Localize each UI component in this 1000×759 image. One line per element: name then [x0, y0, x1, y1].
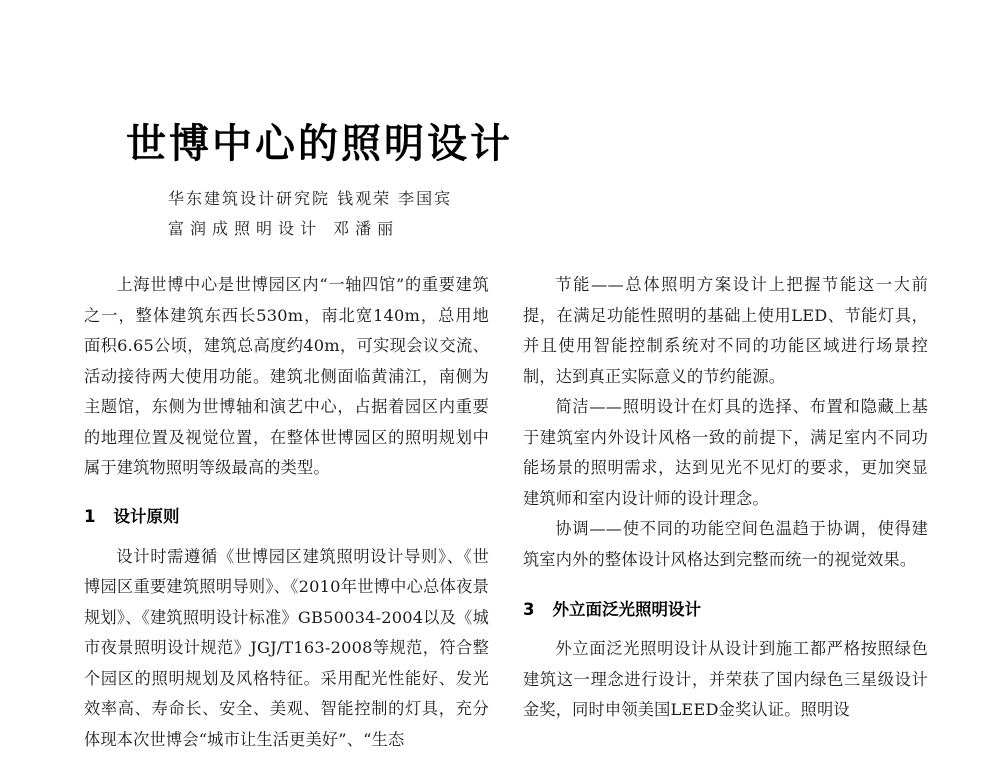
coordination-paragraph: 协调——使不同的功能空间色温趋于协调，使得建筑室内外的整体设计风格达到完整而统一的视觉效果。: [523, 519, 928, 569]
right-column: [523, 270, 928, 726]
left-column: [84, 270, 489, 755]
section-3-number: 3: [523, 600, 535, 619]
author-line-2: 富润成照明设计 邓潘丽: [168, 219, 400, 238]
author-line-1: 华东建筑设计研究院 钱观荣 李国宾: [168, 189, 453, 208]
intro-paragraph: 上海世博中心是世博园区内“一轴四馆”的重要建筑之一，整体建筑东西长530m，南北宽140m，总用地面积6.65公顷，建筑总高度约40m，可实现会议交流、活动接待两大使用功能。建筑北侧面临黄浦江，南侧为主题馆，东侧为世博轴和演艺中心，占据着园区内重要的地理位置及视觉位置，在整体世博园区的照明规划中属于建筑物照明等级最高的类型。: [84, 275, 489, 477]
section-3-title: 外立面泛光照明设计: [552, 600, 701, 619]
simplicity-paragraph: 简洁——照明设计在灯具的选择、布置和隐藏上基于建筑室内外设计风格一致的前提下，满足室内不同功能场景的照明需求，达到见光不见灯的要求，更加突显建筑师和室内设计师的设计理念。: [523, 397, 928, 508]
article-title: 世博中心的照明设计: [126, 121, 513, 167]
section-1-paragraph: 设计时需遵循《世博园区建筑照明设计导则》、《世博园区重要建筑照明导则》、《2010年世博中心总体夜景规划》、《建筑照明设计标准》GB50034-2004以及《城市夜景照明设计规范》JGJ/T163-2008等规范，符合整个园区的照明规划及风格特征。采用配光性能好、发光效率高、寿命长、安全、美观、智能控制的灯具，充分体现本次世博会“城市让生活更美好”、“生态: [84, 546, 489, 749]
section-1-title: 设计原则: [113, 506, 180, 526]
section-1-number: 1: [84, 506, 96, 526]
section-3-heading: [523, 596, 928, 620]
energy-saving-paragraph: 节能——总体照明方案设计上把握节能这一大前提，在满足功能性照明的基础上使用LED、节能灯具，并且使用智能控制系统对不同的功能区域进行场景控制，达到真正实际意义的节约能源。: [523, 275, 928, 386]
section-1-heading: [84, 503, 489, 527]
section-3-paragraph: 外立面泛光照明设计从设计到施工都严格按照绿色建筑这一理念进行设计，并荣获了国内绿色三星级设计金奖，同时申领美国LEED金奖认证。照明设: [523, 639, 928, 719]
